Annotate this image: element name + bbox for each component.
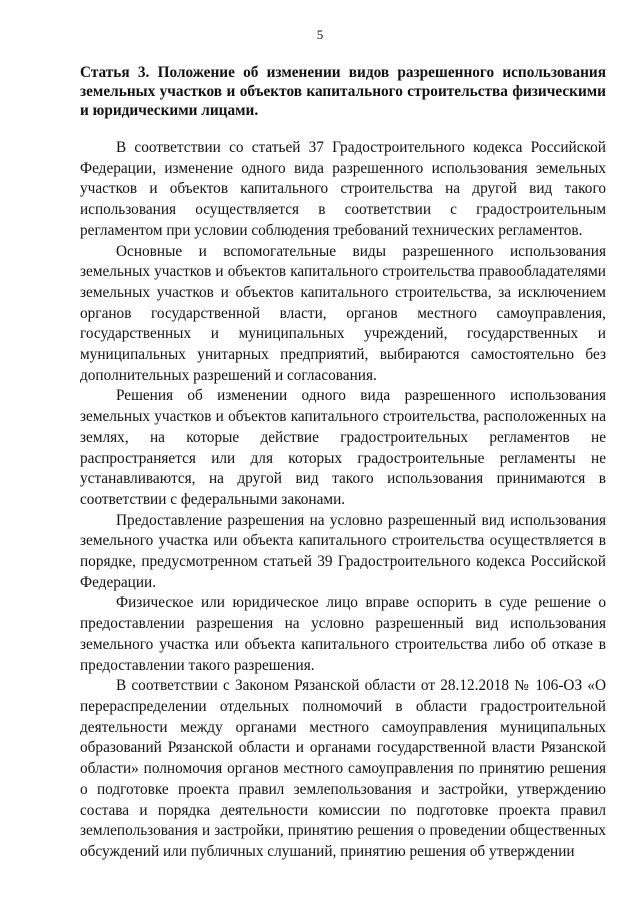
paragraph: В соответствии со статьей 37 Градостроительного кодекса Российской Федерации, изменение одного вида разрешенного использования земельных участков и объектов капитального строительства на другой вид такого использования осуществляется в соответствии с градостроительным регламентом при условии соблюдения требований технических регламентов. — [80, 139, 606, 239]
paragraph: Решения об изменении одного вида разрешенного использования земельных участков и объектов капитального строительства, расположенных на землях, на которые действие градостроительных регламентов не распространяется или для которых градостроительные регламенты не устанавливаются, на другой вид такого использования принимаются в соответствии с федеральными законами. — [80, 387, 606, 508]
paragraph: Предоставление разрешения на условно разрешенный вид использования земельного участка или объекта капитального строительства осуществляется в порядке, предусмотренном статьей 39 Градостроительного кодекса Российской Федерации. — [80, 511, 606, 591]
article-heading: Статья 3. Положение об изменении видов разрешенного использования земельных участков и объектов капитального строительства физическими и юридическими лицами. — [80, 64, 606, 119]
page-number: 5 — [316, 27, 324, 42]
paragraph: В соответствии с Законом Рязанской области от 28.12.2018 № 106-ОЗ «О перераспределении отдельных полномочий в области градостроительной деятельности между органами местного самоуправления муниципальных образований Рязанской области и органами государственной власти Рязанской области» полномочия органов местного самоуправления по принятию решения о подготовке проекта правил землепользования и застройки, утверждению состава и порядка деятельности комиссии по подготовке проекта правил землепользования и застройки, принятию решения о проведении общественных обсуждений или публичных слушаний, принятию решения об утверждении — [80, 677, 606, 860]
paragraph: Основные и вспомогательные виды разрешенного использования земельных участков и объектов капитального строительства правообладателями земельных участков и объектов капитального строительства, за исключением органов государственной власти, органов местного самоуправления, государственных и муниципальных учреждений, государственных и муниципальных унитарных предприятий, выбираются самостоятельно без дополнительных разрешений и согласования. — [80, 242, 606, 384]
paragraph: Физическое или юридическое лицо вправе оспорить в суде решение о предоставлении разрешения на условно разрешенный вид использования земельного участка или объекта капитального строительства либо об отказе в предоставлении такого разрешения. — [80, 594, 606, 674]
article-body — [80, 138, 606, 863]
